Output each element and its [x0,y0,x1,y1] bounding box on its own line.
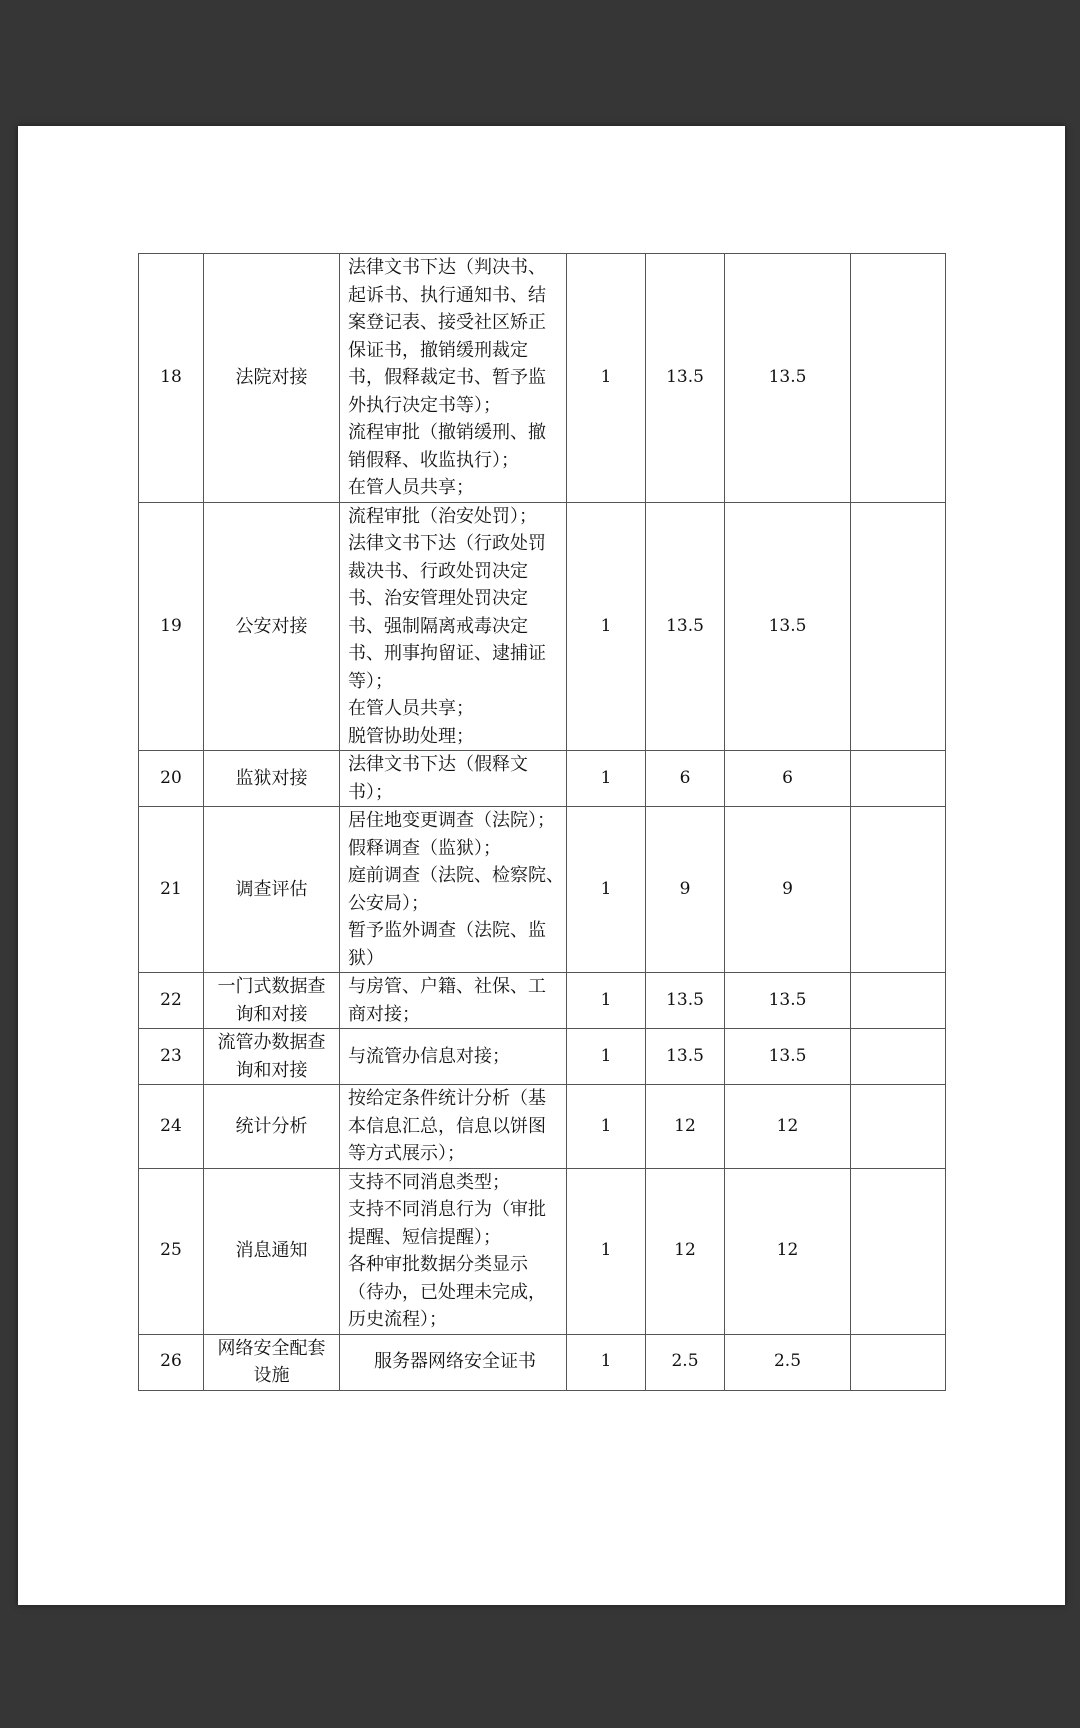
cell-line: 监狱对接 [235,767,308,789]
cell-line: 与流管办信息对接； [348,1045,510,1067]
remark-cell [851,502,946,751]
cell-line: 在管人员共享； [348,698,474,719]
table-row [139,751,946,807]
cell-line: 提醒、短信提醒）； [348,1226,501,1248]
item-name-cell [204,1334,340,1390]
description-cell [340,807,567,973]
quantity-cell: 1 [567,751,646,807]
item-name-cell [204,807,340,973]
remark-cell [851,1085,946,1169]
unit-price-cell: 13.5 [646,502,725,751]
quantity-cell: 1 [567,254,646,503]
row-number-cell: 22 [139,973,204,1029]
quantity-cell: 1 [567,1334,646,1390]
cell-line: 支持不同消息类型； [348,1171,510,1193]
item-name-cell [204,1029,340,1085]
cell-line: 按给定条件统计分析（基 [348,1088,546,1109]
cell-line: 书，假释裁定书、暂予监 [348,367,546,388]
cell-line: 庭前调查（法院、检察院、 [348,865,564,886]
remark-cell [851,1168,946,1334]
total-cell: 13.5 [725,973,851,1029]
unit-price-cell: 2.5 [646,1334,725,1390]
item-name-cell [204,1168,340,1334]
table-body [139,254,946,1391]
total-cell: 13.5 [725,254,851,503]
total-cell: 12 [725,1168,851,1334]
cell-line: （待办，已处理未完成， [348,1281,546,1303]
table-row [139,1334,946,1390]
unit-price-cell: 13.5 [646,1029,725,1085]
table-row [139,1029,946,1085]
remark-cell [851,1029,946,1085]
cell-line: 外执行决定书等）； [348,394,501,416]
cell-line: 书、治安管理处罚决定 [348,588,528,609]
unit-price-cell: 13.5 [646,973,725,1029]
total-cell: 13.5 [725,502,851,751]
cell-line: 裁决书、行政处罚决定 [348,560,528,582]
quantity-cell: 1 [567,502,646,751]
cell-line: 商对接； [348,1003,420,1025]
cell-line: 暂予监外调查（法院、监 [348,920,546,941]
description-cell [340,1029,567,1085]
cell-line: 历史流程）； [348,1309,447,1330]
cell-line: 书）； [348,781,393,803]
cell-line: 书、刑事拘留证、逮捕证 [348,643,546,664]
unit-price-cell: 12 [646,1085,725,1169]
cell-line: 法律文书下达（判决书、 [348,257,546,278]
row-number-cell: 18 [139,254,204,503]
total-cell: 2.5 [725,1334,851,1390]
quantity-cell: 1 [567,1168,646,1334]
cell-line: 各种审批数据分类显示 [348,1254,528,1275]
remark-cell [851,807,946,973]
quantity-cell: 1 [567,1029,646,1085]
description-cell [340,502,567,751]
row-number-cell: 20 [139,751,204,807]
cell-line: 询和对接 [235,1003,308,1025]
item-name-cell [204,973,340,1029]
cell-line: 支持不同消息行为（审批 [348,1199,546,1220]
item-name-cell [204,254,340,503]
remark-cell [851,973,946,1029]
item-name-cell [204,1085,340,1169]
total-cell: 12 [725,1085,851,1169]
cell-line: 书、强制隔离戒毒决定 [348,615,528,637]
unit-price-cell: 12 [646,1168,725,1334]
cell-line: 居住地变更调查（法院）； [348,810,555,831]
cell-line: 起诉书、执行通知书、结 [348,284,546,306]
cell-line: 一门式数据查 [217,976,326,997]
cell-line: 统计分析 [235,1115,308,1137]
unit-price-cell: 13.5 [646,254,725,503]
description-cell [340,751,567,807]
cell-line: 保证书，撤销缓刑裁定 [348,339,528,361]
cell-line: 与房管、户籍、社保、工 [348,976,546,997]
cell-line: 销假释、收监执行）； [348,449,519,471]
quantity-cell: 1 [567,807,646,973]
remark-cell [851,751,946,807]
cell-line: 法律文书下达（行政处罚 [348,533,546,554]
total-cell: 6 [725,751,851,807]
cell-line: 询和对接 [235,1059,308,1081]
table-row [139,1085,946,1169]
item-name-cell [204,502,340,751]
cell-line: 本信息汇总，信息以饼图 [348,1115,546,1137]
table-row [139,1168,946,1334]
total-cell: 9 [725,807,851,973]
cell-line: 调查评估 [235,878,308,900]
table-row [139,973,946,1029]
quantity-cell: 1 [567,973,646,1029]
cell-line: 等）； [348,670,393,692]
cell-line: 法院对接 [235,367,308,388]
cell-line: 假释调查（监狱）； [348,837,501,859]
description-cell [340,1085,567,1169]
item-name-cell [204,751,340,807]
total-cell: 13.5 [725,1029,851,1085]
table-row [139,807,946,973]
row-number-cell: 25 [139,1168,204,1334]
spec-table [138,253,946,1391]
table-row [139,502,946,751]
description-cell [340,973,567,1029]
table-row [139,254,946,503]
cell-line: 在管人员共享； [348,477,474,498]
cell-line: 设施 [253,1365,290,1386]
document-page [18,126,1065,1605]
cell-line: 消息通知 [235,1240,308,1262]
row-number-cell: 24 [139,1085,204,1169]
description-cell [340,1168,567,1334]
row-number-cell: 19 [139,502,204,751]
row-number-cell: 21 [139,807,204,973]
row-number-cell: 26 [139,1334,204,1390]
cell-line: 流程审批（撤销缓刑、撤 [348,422,546,443]
cell-line: 流管办数据查 [217,1032,326,1053]
quantity-cell: 1 [567,1085,646,1169]
cell-line: 公安对接 [235,615,308,637]
unit-price-cell: 9 [646,807,725,973]
cell-line: 服务器网络安全证书 [374,1351,536,1373]
cell-line: 网络安全配套 [217,1337,326,1359]
description-cell [340,1334,567,1390]
remark-cell [851,254,946,503]
cell-line: 案登记表、接受社区矫正 [348,312,546,333]
cell-line: 公安局）； [348,892,429,914]
cell-line: 流程审批（治安处罚）； [348,505,537,527]
description-cell [340,254,567,503]
row-number-cell: 23 [139,1029,204,1085]
remark-cell [851,1334,946,1390]
cell-line: 等方式展示）； [348,1143,465,1164]
cell-line: 法律文书下达（假释文 [348,754,528,775]
cell-line: 脱管协助处理； [348,725,474,747]
unit-price-cell: 6 [646,751,725,807]
cell-line: 狱） [348,947,384,969]
